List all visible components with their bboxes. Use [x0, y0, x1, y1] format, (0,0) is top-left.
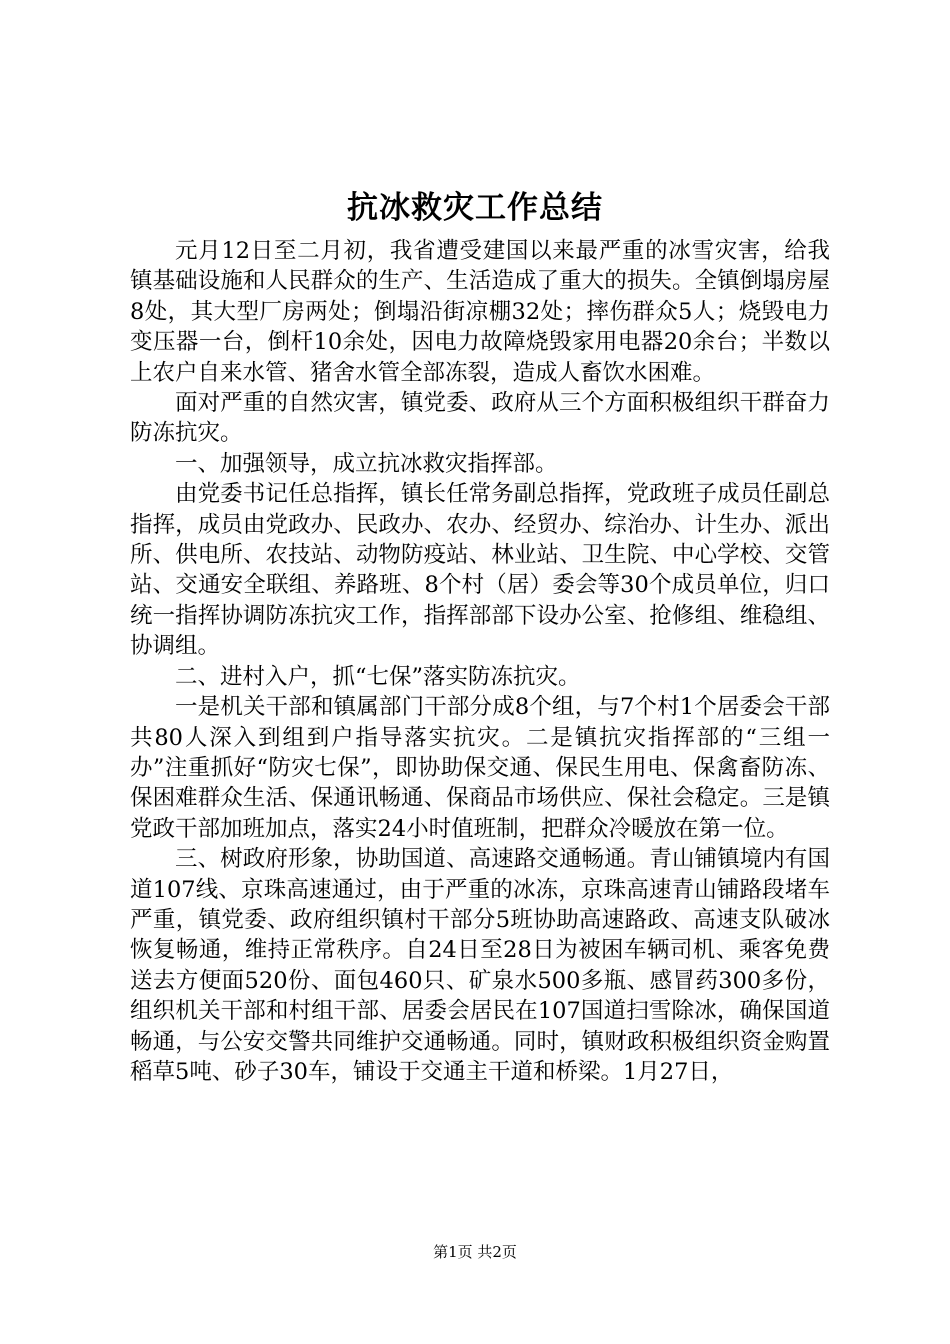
document-title: 抗冰救灾工作总结 [347, 190, 603, 226]
document-body [130, 236, 830, 1087]
paragraph-disaster-overview: 元月12日至二月初，我省遭受建国以来最严重的冰雪灾害，给我镇基础设施和人民群众的生产、生活造成了重大的损失。全镇倒塌房屋8处，其大型厂房两处；倒塌沿街凉棚32处；摔伤群众5人；烧毁电力变压器一台，倒杆10余处，因电力故障烧毁家用电器20余台；半数以上农户自来水管、猪舍水管全部冻裂，造成人畜饮水困难。 [130, 238, 830, 386]
paragraph-command-structure: 由党委书记任总指挥，镇长任常务副总指挥，党政班子成员任副总指挥，成员由党政办、民政办、农办、经贸办、综治办、计生办、派出所、供电所、农技站、动物防疫站、林业站、卫生院、中心学校、交管站、交通安全联组、养路班、8个村（居）委会等30个成员单位，归口统一指挥协调防冻抗灾工作，指挥部部下设办公室、抢修组、维稳组、协调组。 [130, 481, 830, 660]
paragraph-section-three: 三、树政府形象，协助国道、高速路交通畅通。青山铺镇境内有国道107线、京珠高速通过，由于严重的冰冻，京珠高速青山铺路段堵车严重，镇党委、政府组织镇村干部分5班协助高速路政、高速支队破冰恢复畅通，维持正常秩序。自24日至28日为被困车辆司机、乘客免费送去方便面520份、面包460只、矿泉水500多瓶、感冒药300多份，组织机关干部和村组干部、居委会居民在107国道扫雪除冰，确保国道畅通，与公安交警共同维护交通畅通。同时，镇财政积极组织资金购置稻草5吨、砂子30车，铺设于交通主干道和桥梁。1月27日， [130, 846, 830, 1085]
page-number-footer: 第1页 共2页 [433, 1243, 517, 1261]
paragraph-village-work: 一是机关干部和镇属部门干部分成8个组，与7个村1个居委会干部共80人深入到组到户指导落实抗灾。二是镇抗灾指挥部的“三组一办”注重抓好“防灾七保”，即协助保交通、保民生用电、保禽畜防冻、保困难群众生活、保通讯畅通、保商品市场供应、保社会稳定。三是镇党政干部加班加点，落实24小时值班制，把群众冷暖放在第一位。 [130, 694, 830, 842]
heading-section-two: 二、进村入户，抓“七保”落实防冻抗灾。 [175, 663, 581, 690]
heading-section-one: 一、加强领导，成立抗冰救灾指挥部。 [175, 450, 558, 477]
paragraph-response-intro: 面对严重的自然灾害，镇党委、政府从三个方面积极组织干群奋力防冻抗灾。 [130, 390, 830, 447]
